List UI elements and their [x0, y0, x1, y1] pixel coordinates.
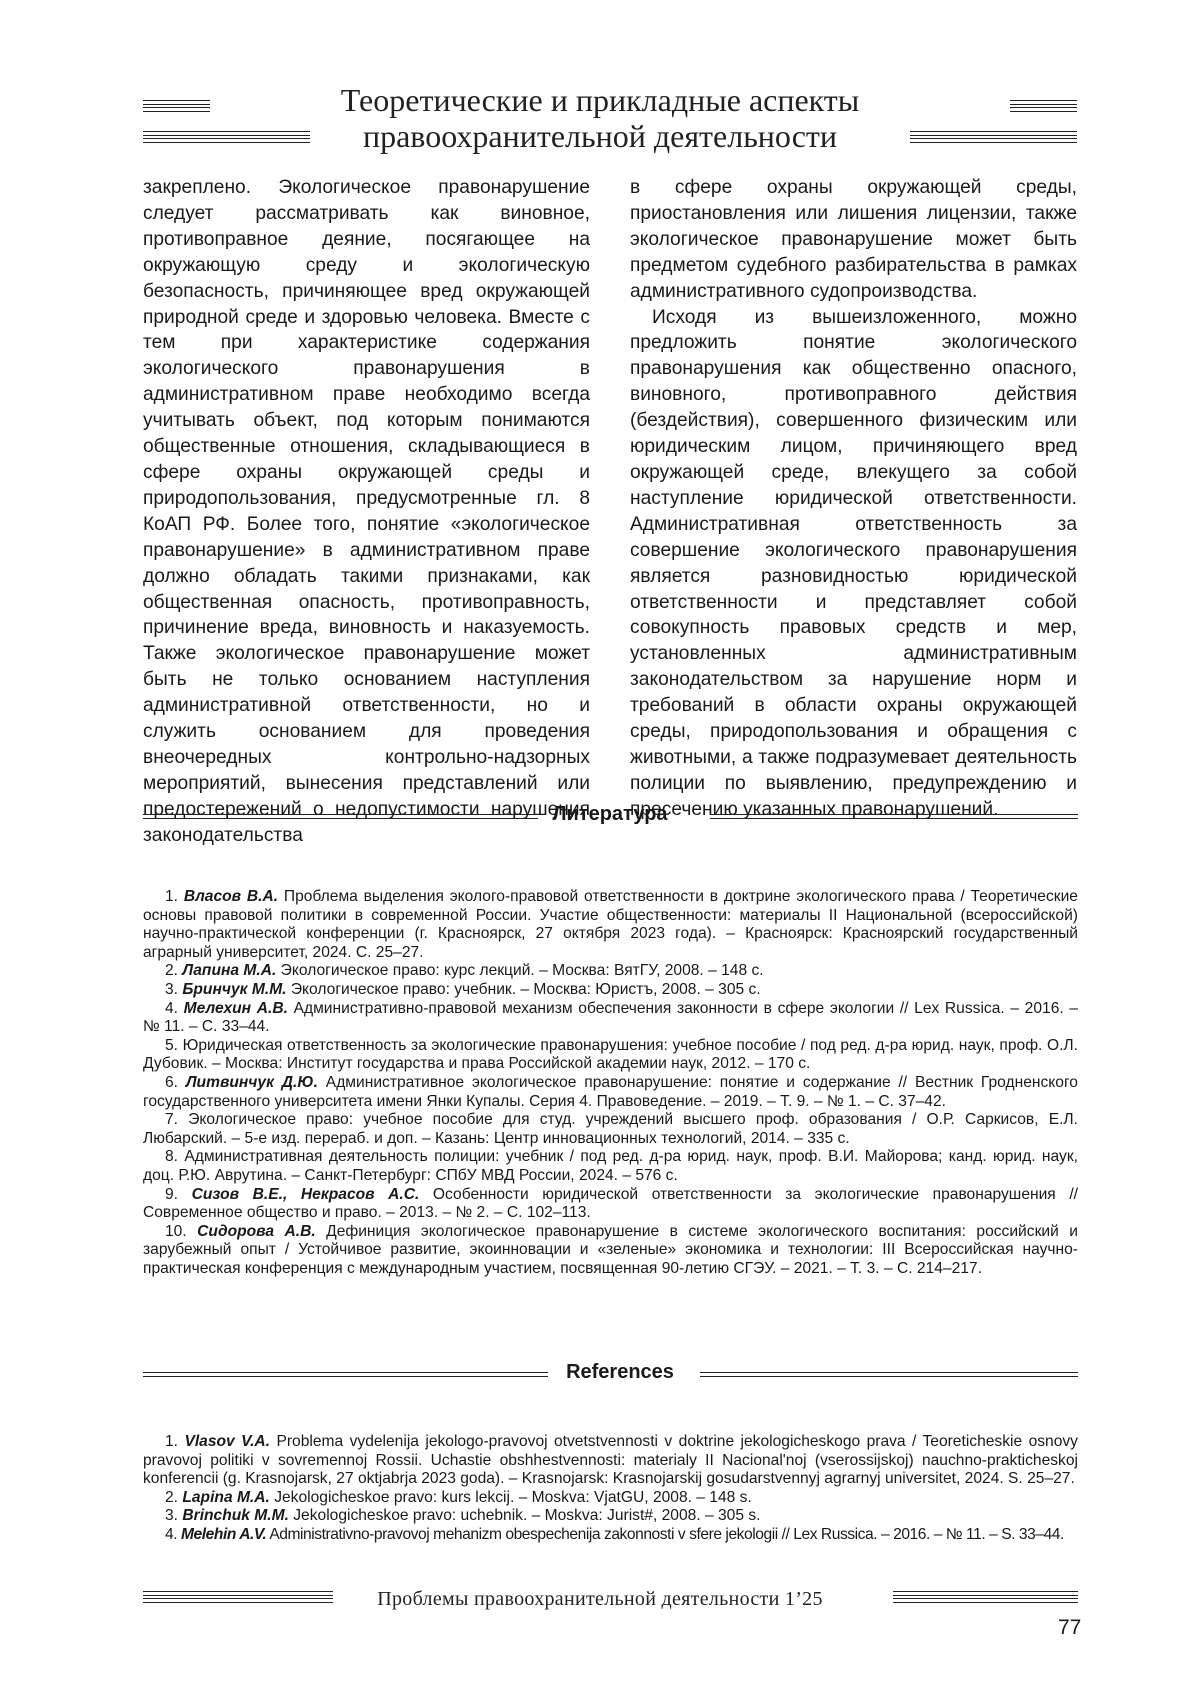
references-rule-left	[143, 1372, 548, 1379]
ref-number: 3.	[165, 980, 179, 998]
body-paragraph: в сфере охраны окружающей среды, приостановления или лишения лицензии, также экологическое правонарушение может быть предметом судебного разбирательства в рамках административного судопроизводства.	[630, 177, 1077, 302]
header-title-line2: правоохранительной деятельности	[362, 118, 838, 154]
header-title-line1: Теоретические и прикладные аспекты	[340, 82, 860, 118]
footer-rule-left	[143, 1591, 333, 1605]
ref-author: Бринчук М.М.	[182, 980, 287, 998]
body-right-column	[630, 175, 1077, 823]
literature-rule-left	[143, 814, 538, 821]
ref-number: 2.	[165, 962, 179, 980]
ref-author: Лапина М.А.	[182, 962, 277, 980]
ref-number: 10.	[165, 1222, 187, 1240]
journal-footer: Проблемы правоохранительной деятельности 1’25	[377, 1588, 823, 1610]
references-item	[143, 1433, 1078, 1489]
ref-author: Власов В.А.	[183, 888, 279, 905]
ref-text: Administrativno-pravovoj mehanizm obespechenija zakonnosti v sfere jekologii // Lex Russica. – 2016. – № 11. – S. 33–44.	[266, 1525, 1064, 1543]
ref-text: Problema vydelenija jekologo-pravovoj otvetstvennosti v doktrine jekologicheskogo prava / Teoreticheskie osnovy pravovoj politiki v sovremennoj Rossii. Uchastie obshhestvennosti: materialy II Nacional'noj (vserossijskoj) nauchno-prakticheskoj konferencii (g. Krasnojarsk, 27 oktjabrja 2023 goda). – Krasnojarsk: Krasnojarskij gosudarstvennyj agrarnyj universitet, 2024. S. 25–27.	[143, 1433, 1078, 1488]
literature-item	[143, 962, 1078, 981]
literature-list	[143, 888, 1078, 1278]
references-item	[143, 1489, 1078, 1508]
body-paragraph: Исходя из вышеизложенного, можно предложить понятие экологического правонарушения как общественно опасного, виновного, противоправного действия (бездействия), совершенного физическим или юридическим лицом, причиняющего вред окружающей среде, влекущего за собой наступление юридической ответственности. Административная ответственность за совершение экологического правонарушения является разновидностью юридической ответственности и представляет собой совокупность правовых средств и мер, установленных административным законодательством за нарушение норм и требований в области охраны окружающей среды, природопользования и обращения с животными, а также подразумевает деятельность полиции по выявлению, предупреждению и пресечению указанных правонарушений.	[630, 306, 1077, 820]
ref-author: Сизов В.Е., Некрасов А.С.	[191, 1185, 420, 1203]
header-rule-left-top	[143, 100, 210, 114]
ref-text: Административная деятельность полиции: учебник / под ред. д-ра юрид. наук, проф. В.И. Майорова; канд. юрид. наук, доц. Р.Ю. Аврутина. – Санкт-Петербург: СПбУ МВД России, 2024. – 576 с.	[143, 1148, 1078, 1184]
literature-item	[143, 888, 1078, 962]
references-list	[143, 1433, 1078, 1545]
ref-number: 3.	[165, 1507, 179, 1525]
running-header	[320, 82, 880, 154]
header-rule-right-top	[1010, 100, 1077, 114]
ref-author: Мелехин А.В.	[183, 999, 288, 1017]
ref-author: Melehin A.V.	[181, 1525, 267, 1543]
literature-item	[143, 1148, 1078, 1185]
references-item	[143, 1507, 1078, 1526]
ref-number: 4.	[165, 999, 179, 1017]
ref-text: Проблема выделения эколого-правовой ответственности в доктрине экологического права / Теоретические основы правовой политики в современной России. Участие общественности: материалы II Национальной (всероссийской) научно-практической конференции (г. Красноярск, 27 октября 2023 года). – Красноярск: Красноярский государственный аграрный университет, 2024. С. 25–27.	[143, 888, 1078, 961]
ref-text: Юридическая ответственность за экологические правонарушения: учебное пособие / под ред. д-ра юрид. наук, проф. О.Л. Дубовик. – Москва: Институт государства и права Российской академии наук, 2012. – 170 с.	[143, 1036, 1078, 1073]
ref-number: 6.	[165, 1073, 179, 1091]
ref-text: Особенности юридической ответственности за экологические правонарушения // Современное общество и право. – 2013. – № 2. – С. 102–113.	[143, 1185, 1079, 1222]
header-rule-right-bottom	[910, 131, 1077, 145]
literature-item	[143, 1074, 1078, 1111]
ref-author: Brinchuk M.M.	[182, 1507, 289, 1525]
ref-author: Vlasov V.A.	[184, 1433, 271, 1450]
references-rule-right	[700, 1372, 1078, 1379]
ref-number: 4.	[165, 1525, 178, 1543]
literature-item	[143, 1000, 1078, 1037]
ref-number: 1.	[165, 1433, 179, 1450]
ref-number: 1.	[165, 888, 179, 905]
header-rule-left-bottom	[143, 131, 310, 145]
page-number: 77	[1058, 1616, 1082, 1639]
literature-item	[143, 1223, 1078, 1279]
literature-item	[143, 1111, 1078, 1148]
ref-text: Экологическое право: курс лекций. – Москва: ВятГУ, 2008. – 148 с.	[276, 962, 764, 980]
ref-text: Дефиниция экологическое правонарушение в системе экологического воспитания: российский и зарубежный опыт / Устойчивое развитие, экоинновации и «зеленые» экономика и технологии: III Всероссийская научно-практическая конференция с международным участием, посвященная 90-летию СГЭУ. – 2021. – Т. 3. – С. 214–217.	[143, 1222, 1078, 1277]
references-heading: References	[566, 1361, 674, 1383]
literature-item	[143, 1037, 1078, 1074]
literature-heading: Литература	[552, 803, 668, 825]
literature-rule-right	[710, 814, 1078, 821]
ref-number: 7.	[165, 1111, 179, 1129]
footer-rule-right	[893, 1591, 1078, 1605]
body-paragraph: закреплено. Экологическое правонарушение следует рассматривать как виновное, противоправное деяние, посягающее на окружающую среду и экологическую безопасность, причиняющее вред окружающей природной среде и здоровью человека. Вместе с тем при характеристике содержания экологического правонарушения в административном праве необходимо всегда учитывать объект, под которым понимаются общественные отношения, складывающиеся в сфере охраны окружающей среды и природопользования, предусмотренные гл. 8 КоАП РФ. Более того, понятие «экологическое правонарушение» в административном праве должно обладать такими признаками, как общественная опасность, противоправность, причинение вреда, виновность и наказуемость. Также экологическое правонарушение может быть не только основанием наступления административной ответственности, но и служить основанием для проведения внеочередных контрольно-надзорных мероприятий, вынесения представлений или предостережений о недопустимости нарушения законодательства	[143, 177, 590, 846]
ref-text: Административно-правовой механизм обеспечения законности в сфере экологии // Lex Russica. – 2016. – № 11. – С. 33–44.	[143, 999, 1079, 1036]
body-left-column	[143, 175, 590, 849]
ref-author: Lapina M.A.	[182, 1488, 270, 1506]
ref-text: Экологическое право: учебник. – Москва: Юристъ, 2008. – 305 с.	[286, 980, 761, 998]
references-item	[143, 1526, 1078, 1545]
ref-text: Jekologicheskoe pravo: kurs lekcij. – Moskva: VjatGU, 2008. – 148 s.	[269, 1488, 752, 1506]
ref-text: Экологическое право: учебное пособие для студ. учреждений высшего проф. образования / О.Р. Саркисов, Е.Л. Любарский. – 5-е изд. перераб. и доп. – Казань: Центр инновационных технологий, 2014. – 335 с.	[143, 1111, 1078, 1147]
literature-item	[143, 1186, 1078, 1223]
ref-author: Литвинчук Д.Ю.	[185, 1073, 318, 1091]
ref-text: Административное экологическое правонарушение: понятие и содержание // Вестник Гродненского государственного университета имени Янки Купалы. Серия 4. Правоведение. – 2019. – Т. 9. – № 1. – С. 37–42.	[143, 1073, 1078, 1110]
ref-number: 5.	[165, 1036, 179, 1054]
ref-text: Jekologicheskoe pravo: uchebnik. – Moskva: Jurist#, 2008. – 305 s.	[288, 1507, 761, 1525]
ref-number: 8.	[165, 1148, 179, 1166]
literature-item	[143, 981, 1078, 1000]
ref-number: 2.	[165, 1488, 179, 1506]
ref-number: 9.	[165, 1185, 179, 1203]
ref-author: Сидорова А.В.	[197, 1222, 316, 1240]
